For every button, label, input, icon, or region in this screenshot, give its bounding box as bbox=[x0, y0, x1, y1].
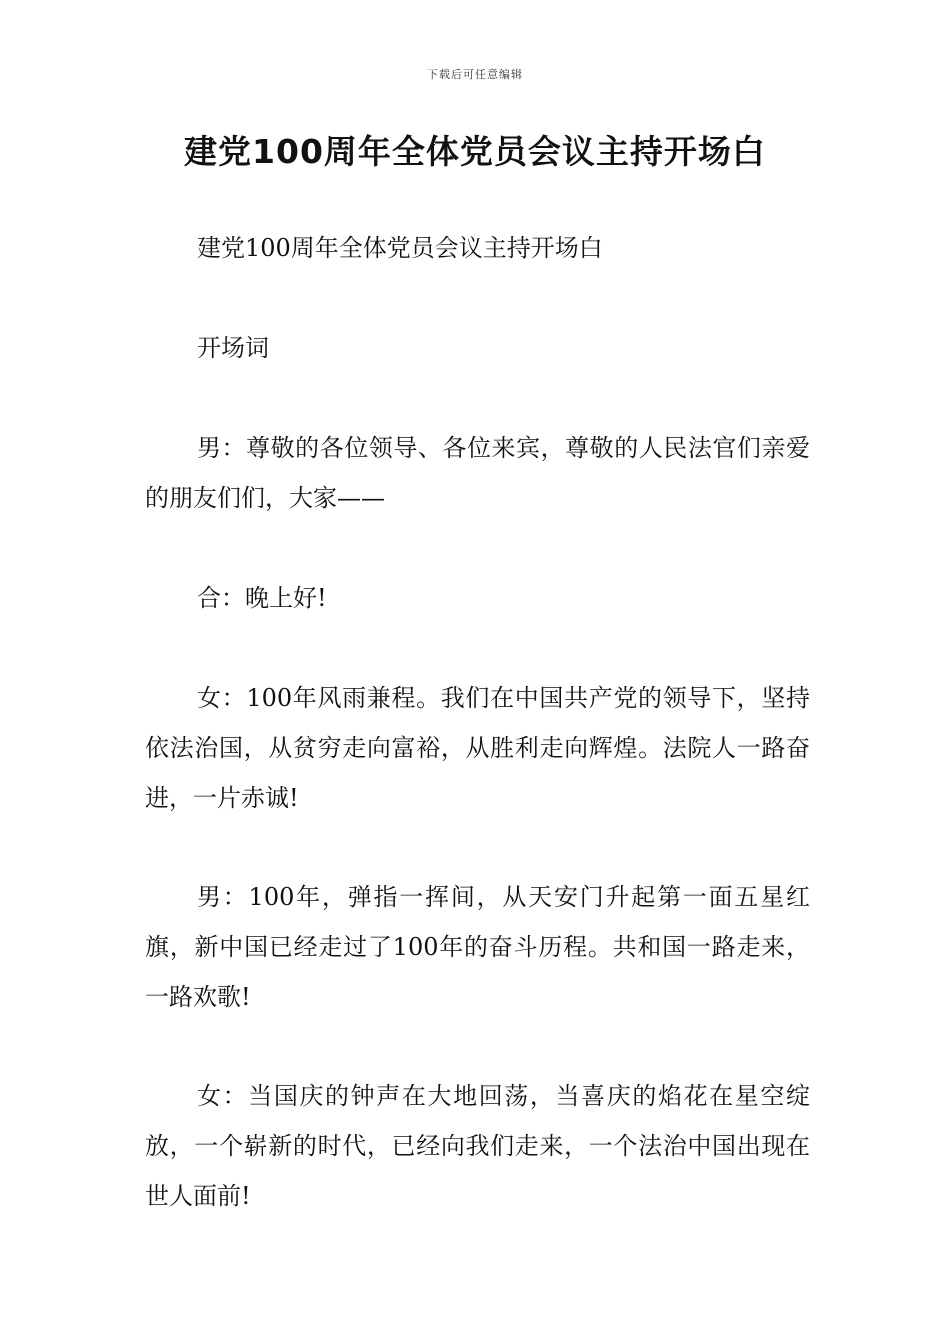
subtitle-paragraph: 建党100周年全体党员会议主持开场白 bbox=[197, 234, 603, 262]
paragraph-female-1: 女：100年风雨兼程。我们在中国共产党的领导下，坚持依法治国，从贫穷走向富裕，从胜利走向辉煌。法院人一路奋进，一片赤诚! bbox=[145, 684, 810, 812]
paragraph-female-2: 女：当国庆的钟声在大地回荡，当喜庆的焰花在星空绽放，一个崭新的时代，已经向我们走来，一个法治中国出现在世人面前! bbox=[145, 1082, 810, 1210]
header-note: 下载后可任意编辑 bbox=[427, 68, 523, 81]
paragraph-male-2: 男：100年，弹指一挥间，从天安门升起第一面五星红旗，新中国已经走过了100年的奋斗历程。共和国一路走来，一路欢歌! bbox=[145, 883, 810, 1011]
paragraph-male-1: 男：尊敬的各位领导、各位来宾，尊敬的人民法官们亲爱的朋友们们，大家—— bbox=[145, 434, 810, 512]
paragraph-together: 合：晚上好! bbox=[197, 584, 327, 612]
document-title: 建党100周年全体党员会议主持开场白 bbox=[184, 132, 766, 171]
section-heading-opening: 开场词 bbox=[197, 334, 269, 362]
